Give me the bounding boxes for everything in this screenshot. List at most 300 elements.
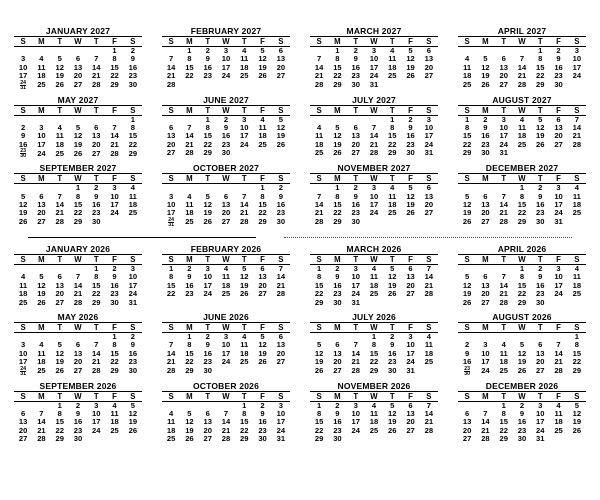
day-cell[interactable]: 6 bbox=[408, 263, 413, 273]
day-cell[interactable]: 12 bbox=[185, 417, 194, 427]
day-cell[interactable]: 27 bbox=[333, 365, 342, 375]
day-cell[interactable]: 2 bbox=[335, 263, 340, 273]
day-cell[interactable]: 1 bbox=[112, 46, 117, 55]
day-cell[interactable]: 30 bbox=[536, 297, 545, 307]
day-cell[interactable]: 24 bbox=[351, 289, 360, 299]
day-cell[interactable]: 4 bbox=[130, 183, 135, 193]
day-cell[interactable]: 13 bbox=[221, 200, 231, 210]
day-cell[interactable]: 2 bbox=[205, 46, 210, 55]
day-cell[interactable]: 6 bbox=[538, 340, 543, 350]
day-cell[interactable]: 6 bbox=[75, 54, 81, 64]
day-cell[interactable]: 23 bbox=[333, 289, 342, 299]
day-cell[interactable]: 31 bbox=[351, 297, 360, 307]
day-cell[interactable]: 5 bbox=[278, 114, 283, 124]
day-cell[interactable]: 24 bbox=[92, 425, 101, 435]
day-cell[interactable]: 17 bbox=[369, 200, 379, 210]
day-cell[interactable]: 20 bbox=[276, 348, 286, 358]
day-cell[interactable]: 6 bbox=[408, 400, 413, 410]
day-cell[interactable]: 15 bbox=[110, 62, 119, 72]
day-cell[interactable]: 26 bbox=[203, 217, 212, 227]
day-cell[interactable]: 1 bbox=[187, 331, 192, 341]
day-cell[interactable]: 24 bbox=[369, 71, 379, 81]
day-cell[interactable]: 26 bbox=[536, 139, 545, 149]
day-cell[interactable]: 6 bbox=[39, 191, 44, 201]
day-cell[interactable]: 25 bbox=[462, 79, 472, 89]
day-cell[interactable]: 24 bbox=[37, 148, 46, 158]
day-cell[interactable]: 9 bbox=[408, 123, 413, 133]
day-cell[interactable]: 12 bbox=[55, 62, 64, 72]
day-cell[interactable]: 9 bbox=[205, 54, 210, 64]
day-cell[interactable]: 31 bbox=[536, 434, 545, 444]
day-cell[interactable]: 3 bbox=[371, 183, 377, 193]
day-cell[interactable]: 8 bbox=[112, 340, 117, 350]
day-cell[interactable]: 15 bbox=[536, 62, 545, 72]
day-cell[interactable]: 18 bbox=[18, 289, 28, 299]
day-cell[interactable]: 22 bbox=[185, 357, 194, 367]
day-cell[interactable]: 21 bbox=[481, 425, 490, 435]
day-cell[interactable]: 13 bbox=[333, 348, 342, 358]
day-cell[interactable]: 11 bbox=[37, 62, 46, 72]
day-cell[interactable]: 16 bbox=[481, 131, 490, 141]
day-cell[interactable]: 18 bbox=[128, 200, 138, 210]
day-cell[interactable]: 23 bbox=[406, 139, 415, 149]
day-cell[interactable]: 2 bbox=[519, 400, 525, 410]
day-cell[interactable]: 17 bbox=[37, 139, 46, 149]
day-cell[interactable]: 20 bbox=[554, 131, 563, 141]
day-cell[interactable]: 28 bbox=[166, 365, 176, 375]
day-cell[interactable]: 11 bbox=[19, 280, 28, 290]
day-cell[interactable]: 21 bbox=[314, 71, 324, 81]
day-cell[interactable]: 5 bbox=[390, 400, 395, 410]
day-cell[interactable]: 27 bbox=[406, 289, 415, 299]
day-cell[interactable]: 4 bbox=[371, 400, 377, 410]
day-cell[interactable]: 26 bbox=[55, 365, 64, 375]
day-cell[interactable]: 5 bbox=[390, 263, 395, 273]
day-cell[interactable]: 22 bbox=[462, 139, 472, 149]
day-cell[interactable]: 18 bbox=[499, 357, 508, 367]
day-cell[interactable]: 1 bbox=[317, 400, 322, 410]
day-cell[interactable]: 19 bbox=[55, 71, 64, 81]
day-cell[interactable]: 6 bbox=[223, 191, 229, 201]
day-cell[interactable]: 15 bbox=[185, 348, 194, 358]
day-cell[interactable]: 15 bbox=[314, 280, 324, 290]
day-cell[interactable]: 20 bbox=[351, 139, 360, 149]
day-cell[interactable]: 6 bbox=[426, 46, 431, 55]
day-cell[interactable]: 3 bbox=[538, 400, 543, 410]
day-cell[interactable]: 14 bbox=[481, 417, 490, 427]
day-cell[interactable]: 7 bbox=[169, 54, 174, 64]
day-cell[interactable]: 7 bbox=[242, 191, 247, 201]
day-cell[interactable]: 16 bbox=[128, 62, 138, 72]
day-cell[interactable]: 24 bbox=[499, 139, 508, 149]
day-cell[interactable]: 25 bbox=[314, 148, 324, 158]
day-cell[interactable]: 22 bbox=[572, 357, 582, 367]
day-cell[interactable]: 12 bbox=[128, 408, 138, 418]
day-cell[interactable]: 24 bbox=[128, 289, 138, 299]
day-cell[interactable]: 18 bbox=[185, 208, 194, 218]
day-cell[interactable]: 23 bbox=[185, 289, 194, 299]
day-cell[interactable]: 30 bbox=[351, 79, 360, 89]
day-cell[interactable]: 28 bbox=[517, 79, 527, 89]
day-cell[interactable]: 4 bbox=[519, 114, 525, 124]
day-cell[interactable]: 17 bbox=[554, 280, 563, 290]
day-cell[interactable]: 2 bbox=[223, 114, 229, 124]
day-cell[interactable]: 23 bbox=[351, 208, 360, 218]
day-cell[interactable]: 10 bbox=[240, 123, 249, 133]
day-cell[interactable]: 30 bbox=[333, 297, 342, 307]
day-cell[interactable]: 1 bbox=[335, 183, 340, 193]
day-cell[interactable]: 12 bbox=[462, 280, 472, 290]
day-cell[interactable]: 1 bbox=[75, 183, 81, 193]
day-cell[interactable]: 20 bbox=[203, 425, 212, 435]
day-cell[interactable]: 31 bbox=[424, 148, 434, 158]
day-cell[interactable]: 14 bbox=[424, 408, 434, 418]
day-cell[interactable]: 13 bbox=[424, 54, 434, 64]
day-cell[interactable]: 30 bbox=[333, 434, 342, 444]
day-cell[interactable]: 4 bbox=[39, 54, 44, 64]
day-cell[interactable]: 8 bbox=[57, 408, 62, 418]
day-cell[interactable]: 9 bbox=[465, 348, 470, 358]
day-cell[interactable]: 25 bbox=[369, 425, 379, 435]
day-cell[interactable]: 20 bbox=[406, 280, 415, 290]
day-cell[interactable]: 12 bbox=[388, 272, 397, 282]
day-cell[interactable]: 22 bbox=[499, 425, 508, 435]
day-cell[interactable]: 8 bbox=[519, 191, 525, 201]
day-cell[interactable]: 7 bbox=[223, 408, 229, 418]
day-cell[interactable]: 16 bbox=[351, 200, 360, 210]
day-cell[interactable]: 22 bbox=[185, 71, 194, 81]
day-cell[interactable]: 17 bbox=[554, 200, 563, 210]
day-cell[interactable]: 25 bbox=[517, 139, 527, 149]
day-cell[interactable]: 19 bbox=[37, 289, 46, 299]
day-cell[interactable]: 22 bbox=[517, 289, 527, 299]
day-cell[interactable]: 19 bbox=[333, 139, 342, 149]
day-cell[interactable]: 3 bbox=[353, 400, 358, 410]
day-cell[interactable]: 30 bbox=[351, 216, 360, 226]
day-cell[interactable]: 13 bbox=[481, 200, 490, 210]
day-cell[interactable]: 19 bbox=[258, 62, 267, 72]
day-cell[interactable]: 15 bbox=[240, 417, 249, 427]
day-cell[interactable]: 26 bbox=[258, 71, 267, 81]
day-cell[interactable]: 1 bbox=[112, 331, 117, 341]
day-cell[interactable]: 6 bbox=[278, 331, 283, 341]
day-cell[interactable]: 5 bbox=[39, 272, 44, 282]
day-cell[interactable]: 11 bbox=[499, 348, 508, 358]
day-cell[interactable]: 11 bbox=[37, 348, 46, 358]
day-cell[interactable]: 13 bbox=[499, 62, 508, 72]
day-cell[interactable]: 25 bbox=[572, 289, 582, 299]
day-cell[interactable]: 16 bbox=[203, 348, 212, 358]
day-cell[interactable]: 8 bbox=[317, 408, 322, 418]
day-cell[interactable]: 14 bbox=[92, 348, 101, 358]
day-cell[interactable]: 25 bbox=[55, 148, 64, 158]
day-cell[interactable]: 16 bbox=[536, 280, 545, 290]
day-cell[interactable]: 4 bbox=[465, 54, 470, 64]
day-cell[interactable]: 28 bbox=[110, 148, 119, 158]
day-cell[interactable]: 26 bbox=[572, 425, 582, 435]
day-cell[interactable]: 16 bbox=[333, 280, 342, 290]
day-cell[interactable]: 26 bbox=[18, 216, 28, 226]
day-cell[interactable]: 7 bbox=[483, 408, 488, 418]
day-cell[interactable]: 11 bbox=[221, 272, 230, 282]
day-cell[interactable]: 23 bbox=[203, 357, 212, 367]
day-cell[interactable]: 12 bbox=[406, 54, 415, 64]
day-cell[interactable] bbox=[458, 367, 476, 376]
day-cell[interactable]: 6 bbox=[94, 123, 99, 133]
day-cell[interactable]: 16 bbox=[517, 417, 527, 427]
day-cell[interactable]: 28 bbox=[554, 365, 563, 375]
day-cell[interactable]: 7 bbox=[556, 340, 561, 350]
day-cell[interactable] bbox=[14, 149, 32, 158]
day-cell[interactable]: 10 bbox=[92, 408, 101, 418]
day-cell[interactable]: 23 bbox=[388, 357, 397, 367]
day-cell[interactable]: 17 bbox=[110, 200, 119, 210]
day-cell[interactable]: 3 bbox=[353, 263, 358, 273]
day-cell[interactable]: 20 bbox=[481, 208, 490, 218]
day-cell[interactable]: 2 bbox=[538, 263, 543, 273]
day-cell[interactable]: 15 bbox=[203, 131, 212, 141]
day-cell[interactable]: 22 bbox=[166, 289, 176, 299]
day-cell[interactable]: 18 bbox=[166, 425, 176, 435]
day-cell[interactable]: 14 bbox=[240, 200, 249, 210]
day-cell[interactable]: 7 bbox=[94, 340, 99, 350]
day-cell[interactable]: 29 bbox=[314, 434, 324, 444]
day-cell[interactable]: 19 bbox=[572, 417, 582, 427]
day-cell[interactable]: 23 bbox=[333, 425, 342, 435]
day-cell[interactable]: 30 bbox=[258, 434, 267, 444]
day-cell[interactable]: 18 bbox=[37, 357, 46, 367]
day-cell[interactable]: 20 bbox=[462, 425, 472, 435]
day-cell[interactable]: 27 bbox=[221, 217, 231, 227]
day-cell[interactable]: 18 bbox=[369, 280, 379, 290]
day-cell[interactable]: 15 bbox=[333, 200, 342, 210]
day-cell[interactable]: 12 bbox=[37, 280, 46, 290]
day-cell[interactable]: 25 bbox=[37, 365, 46, 375]
day-cell[interactable]: 3 bbox=[112, 183, 117, 193]
day-cell[interactable]: 23 bbox=[536, 289, 545, 299]
day-cell[interactable]: 7 bbox=[39, 408, 44, 418]
day-cell[interactable]: 3 bbox=[371, 46, 377, 55]
day-cell[interactable]: 11 bbox=[240, 340, 249, 350]
day-cell[interactable]: 9 bbox=[335, 408, 340, 418]
day-cell[interactable]: 10 bbox=[499, 123, 508, 133]
day-cell[interactable]: 13 bbox=[554, 123, 563, 133]
day-cell[interactable]: 27 bbox=[351, 148, 360, 158]
day-cell[interactable]: 2 bbox=[465, 340, 470, 350]
day-cell[interactable]: 10 bbox=[276, 408, 286, 418]
day-cell[interactable]: 22 bbox=[536, 71, 545, 81]
day-cell[interactable]: 9 bbox=[223, 123, 229, 133]
day-cell[interactable]: 17 bbox=[18, 71, 28, 81]
day-cell[interactable]: 30 bbox=[73, 434, 83, 444]
day-cell[interactable]: 5 bbox=[130, 400, 135, 410]
day-cell[interactable]: 12 bbox=[276, 123, 286, 133]
day-cell[interactable]: 18 bbox=[37, 71, 46, 81]
day-cell[interactable]: 29 bbox=[185, 365, 194, 375]
day-cell[interactable]: 9 bbox=[75, 408, 81, 418]
day-cell[interactable]: 20 bbox=[276, 62, 286, 72]
day-cell[interactable]: 24 bbox=[554, 208, 563, 218]
day-cell[interactable]: 14 bbox=[166, 348, 176, 358]
day-cell[interactable]: 26 bbox=[314, 365, 324, 375]
day-cell[interactable]: 14 bbox=[499, 280, 508, 290]
day-cell[interactable]: 11 bbox=[517, 123, 526, 133]
day-cell[interactable]: 5 bbox=[187, 408, 192, 418]
day-cell[interactable]: 22 bbox=[333, 208, 342, 218]
day-cell[interactable]: 20 bbox=[166, 139, 176, 149]
day-cell[interactable]: 7 bbox=[94, 54, 99, 64]
day-cell[interactable]: 19 bbox=[55, 357, 64, 367]
day-cell[interactable]: 13 bbox=[55, 280, 64, 290]
day-cell[interactable]: 28 bbox=[499, 297, 508, 307]
day-cell[interactable]: 4 bbox=[242, 331, 247, 341]
day-cell[interactable]: 5 bbox=[57, 340, 62, 350]
day-cell[interactable]: 7 bbox=[112, 123, 117, 133]
day-cell[interactable]: 15 bbox=[166, 280, 176, 290]
day-cell[interactable]: 11 bbox=[258, 123, 267, 133]
day-cell[interactable]: 6 bbox=[353, 123, 358, 133]
day-cell[interactable]: 19 bbox=[240, 280, 249, 290]
day-cell[interactable]: 10 bbox=[128, 272, 138, 282]
day-cell[interactable]: 5 bbox=[57, 54, 62, 64]
day-cell[interactable]: 15 bbox=[314, 417, 324, 427]
day-cell[interactable]: 28 bbox=[424, 425, 434, 435]
day-cell[interactable]: 29 bbox=[333, 79, 342, 89]
day-cell[interactable]: 19 bbox=[276, 131, 286, 141]
day-cell[interactable]: 10 bbox=[18, 62, 28, 72]
day-cell[interactable]: 3 bbox=[130, 263, 135, 273]
day-cell[interactable]: 28 bbox=[92, 79, 101, 89]
day-cell[interactable]: 10 bbox=[536, 408, 545, 418]
day-cell[interactable]: 19 bbox=[481, 71, 490, 81]
day-cell[interactable]: 8 bbox=[501, 408, 506, 418]
day-cell[interactable]: 18 bbox=[572, 200, 582, 210]
day-cell[interactable]: 25 bbox=[128, 208, 138, 218]
day-cell[interactable]: 29 bbox=[73, 216, 83, 226]
day-cell[interactable]: 17 bbox=[424, 131, 434, 141]
day-cell[interactable]: 4 bbox=[317, 123, 322, 133]
day-cell[interactable]: 6 bbox=[483, 191, 488, 201]
day-cell[interactable]: 24 bbox=[221, 71, 231, 81]
day-cell[interactable]: 21 bbox=[166, 357, 176, 367]
day-cell[interactable]: 13 bbox=[37, 200, 46, 210]
day-cell[interactable]: 4 bbox=[187, 191, 192, 201]
day-cell[interactable]: 24 bbox=[406, 357, 415, 367]
day-cell[interactable]: 5 bbox=[574, 400, 579, 410]
day-cell[interactable]: 30 bbox=[128, 79, 138, 89]
day-cell[interactable]: 5 bbox=[408, 46, 413, 55]
day-cell[interactable]: 24 bbox=[351, 425, 360, 435]
day-cell[interactable]: 9 bbox=[205, 340, 210, 350]
day-cell[interactable]: 4 bbox=[112, 400, 117, 410]
day-cell[interactable]: 30 bbox=[92, 216, 101, 226]
day-cell[interactable]: 16 bbox=[185, 280, 194, 290]
day-cell[interactable]: 15 bbox=[128, 131, 138, 141]
day-cell[interactable]: 7 bbox=[353, 340, 358, 350]
day-cell[interactable]: 19 bbox=[314, 357, 324, 367]
day-cell[interactable]: 23 bbox=[351, 71, 360, 81]
day-cell[interactable]: 25 bbox=[240, 357, 249, 367]
day-cell[interactable]: 14 bbox=[276, 272, 286, 282]
day-cell[interactable]: 15 bbox=[517, 280, 527, 290]
day-cell[interactable]: 16 bbox=[333, 417, 342, 427]
day-cell[interactable]: 8 bbox=[187, 340, 192, 350]
day-cell[interactable]: 28 bbox=[276, 289, 286, 299]
day-cell[interactable]: 18 bbox=[462, 71, 472, 81]
day-cell[interactable]: 1 bbox=[538, 46, 543, 55]
day-cell[interactable]: 21 bbox=[166, 71, 176, 81]
day-cell[interactable]: 4 bbox=[57, 123, 62, 133]
day-cell[interactable]: 24 bbox=[276, 425, 286, 435]
day-cell[interactable]: 22 bbox=[388, 139, 397, 149]
day-cell[interactable]: 1 bbox=[260, 183, 265, 193]
day-cell[interactable]: 20 bbox=[73, 357, 83, 367]
day-cell[interactable]: 7 bbox=[169, 340, 174, 350]
day-cell[interactable]: 5 bbox=[483, 54, 488, 64]
day-cell[interactable]: 3 bbox=[223, 46, 229, 55]
day-cell[interactable]: 27 bbox=[73, 79, 83, 89]
day-cell[interactable]: 26 bbox=[406, 208, 415, 218]
day-cell[interactable]: 8 bbox=[371, 340, 377, 350]
day-cell[interactable]: 1 bbox=[501, 400, 506, 410]
day-cell[interactable]: 29 bbox=[499, 434, 508, 444]
day-cell[interactable]: 12 bbox=[240, 272, 249, 282]
day-cell[interactable]: 27 bbox=[18, 434, 28, 444]
day-cell[interactable]: 1 bbox=[317, 263, 322, 273]
day-cell[interactable]: 6 bbox=[205, 408, 210, 418]
day-cell[interactable]: 4 bbox=[260, 114, 265, 124]
day-cell[interactable]: 1 bbox=[130, 114, 135, 124]
day-cell[interactable]: 6 bbox=[260, 263, 265, 273]
day-cell[interactable]: 22 bbox=[333, 71, 342, 81]
day-cell[interactable]: 5 bbox=[242, 263, 247, 273]
day-cell[interactable]: 31 bbox=[554, 216, 563, 226]
day-cell[interactable]: 29 bbox=[333, 216, 342, 226]
day-cell[interactable]: 28 bbox=[369, 148, 379, 158]
day-cell[interactable]: 19 bbox=[388, 417, 397, 427]
day-cell[interactable]: 27 bbox=[203, 434, 212, 444]
day-cell[interactable]: 9 bbox=[130, 340, 135, 350]
day-cell[interactable]: 16 bbox=[351, 62, 360, 72]
day-cell[interactable]: 8 bbox=[130, 123, 135, 133]
day-cell[interactable]: 4 bbox=[501, 340, 506, 350]
day-cell[interactable]: 1 bbox=[519, 263, 525, 273]
day-cell[interactable]: 14 bbox=[369, 131, 379, 141]
day-cell[interactable]: 11 bbox=[369, 408, 378, 418]
day-cell[interactable]: 19 bbox=[203, 208, 212, 218]
day-cell[interactable]: 20 bbox=[18, 425, 28, 435]
day-cell[interactable]: 20 bbox=[55, 289, 64, 299]
day-cell[interactable]: 20 bbox=[481, 289, 490, 299]
day-cell[interactable]: 22 bbox=[517, 208, 527, 218]
day-cell[interactable]: 29 bbox=[462, 148, 472, 158]
day-cell[interactable]: 18 bbox=[314, 139, 324, 149]
day-cell[interactable]: 16 bbox=[110, 280, 119, 290]
day-cell[interactable]: 10 bbox=[424, 123, 434, 133]
day-cell[interactable]: 3 bbox=[21, 54, 26, 64]
day-cell[interactable]: 2 bbox=[21, 123, 26, 133]
day-cell[interactable]: 21 bbox=[92, 71, 101, 81]
day-cell[interactable]: 21 bbox=[351, 357, 360, 367]
day-cell[interactable]: 17 bbox=[276, 417, 286, 427]
day-cell[interactable]: 9 bbox=[130, 54, 135, 64]
day-cell[interactable]: 21 bbox=[424, 417, 434, 427]
day-cell[interactable]: 29 bbox=[536, 79, 545, 89]
day-cell[interactable]: 6 bbox=[501, 54, 506, 64]
day-cell[interactable]: 5 bbox=[205, 191, 210, 201]
day-cell[interactable]: 27 bbox=[73, 365, 83, 375]
day-cell[interactable]: 7 bbox=[426, 400, 431, 410]
